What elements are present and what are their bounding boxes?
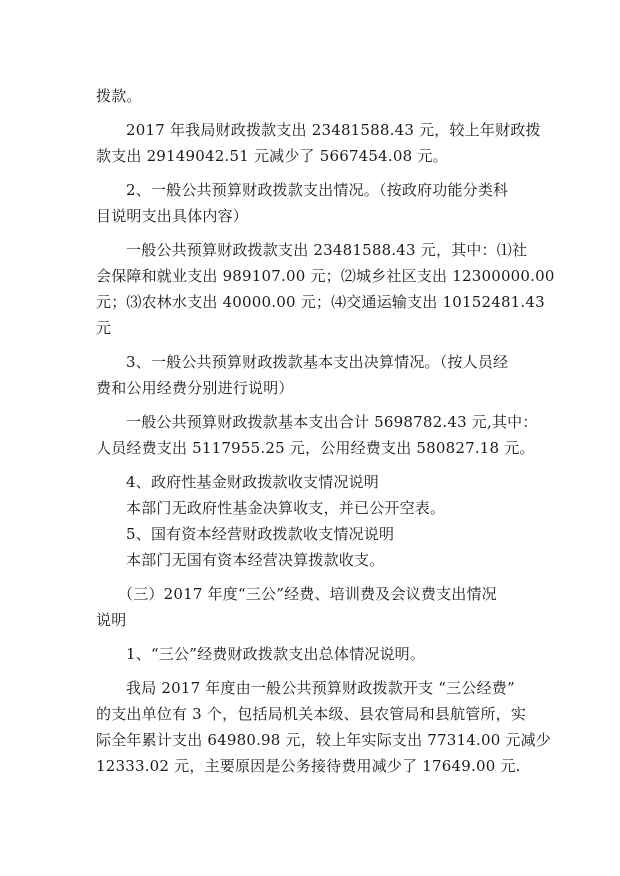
text-line: 款支出 29149042.51 元减少了 5667454.08 元。 xyxy=(96,147,448,165)
text-line: 5、国有资本经营财政拨款收支情况说明 xyxy=(126,525,395,543)
text-line: 拨款。 xyxy=(96,87,142,105)
text-line: 元；⑶农林水支出 40000.00 元；⑷交通运输支出 10152481.43 xyxy=(96,293,545,311)
text-line: 元 xyxy=(96,319,112,337)
section-heading: （三）2017 年度“三公”经费、培训费及会议费支出情况 xyxy=(118,585,497,603)
text-line: 3、一般公共预算财政拨款基本支出决算情况。（按人员经 xyxy=(126,353,509,371)
text-line: 会保障和就业支出 989107.00 元；⑵城乡社区支出 12300000.00 xyxy=(96,267,555,285)
text-line: 12333.02 元，主要原因是公务接待费用减少了 17649.00 元. xyxy=(96,757,521,775)
text-line: 4、政府性基金财政拨款收支情况说明 xyxy=(126,473,379,491)
text-line: 人员经费支出 5117955.25 元，公用经费支出 580827.18 元。 xyxy=(96,439,535,457)
text-line: 目说明支出具体内容） xyxy=(96,207,249,225)
text-line: 1、“三公”经费财政拨款支出总体情况说明。 xyxy=(126,645,426,663)
text-line: 2、一般公共预算财政拨款支出情况。（按政府功能分类科 xyxy=(126,181,509,199)
text-line: 本部门无政府性基金决算收支，并已公开空表。 xyxy=(126,499,446,517)
text-line: 的支出单位有 3 个，包括局机关本级、县农管局和县航管所，实 xyxy=(96,705,527,723)
section-heading-cont: 说明 xyxy=(96,611,127,629)
text-line: 际全年累计支出 64980.98 元，较上年实际支出 77314.00 元减少 xyxy=(96,731,552,749)
text-line: 一般公共预算财政拨款基本支出合计 5698782.43 元,其中： xyxy=(126,413,538,431)
text-line: 本部门无国有资本经营决算拨款收支。 xyxy=(126,551,385,569)
text-line: 一般公共预算财政拨款支出 23481588.43 元，其中：⑴社 xyxy=(126,241,528,259)
text-line: 费和公用经费分别进行说明） xyxy=(96,379,294,397)
text-line: 我局 2017 年度由一般公共预算财政拨款开支 “三公经费” xyxy=(126,679,515,697)
text-line: 2017 年我局财政拨款支出 23481588.43 元，较上年财政拨 xyxy=(126,121,541,139)
